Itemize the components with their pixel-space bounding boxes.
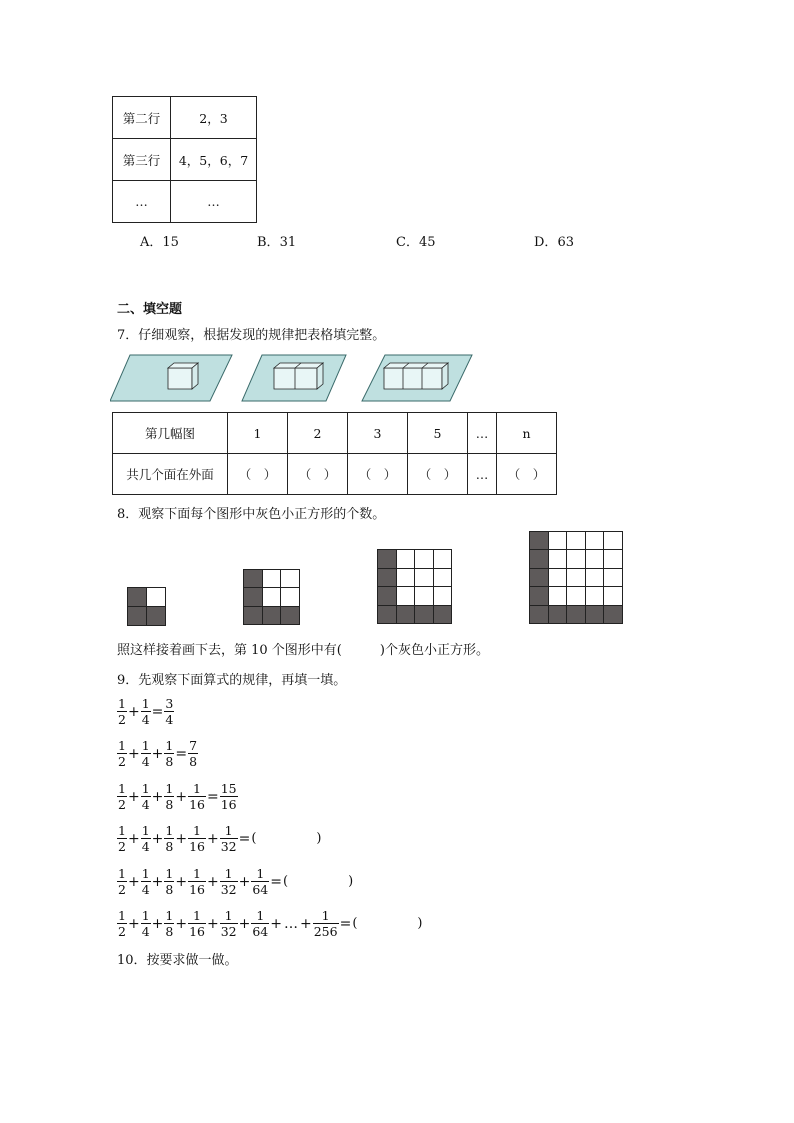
equals-sign: =	[206, 788, 219, 805]
table-header-cell: n	[497, 413, 557, 454]
denominator: 32	[220, 839, 237, 854]
denominator: 8	[165, 839, 174, 854]
numerator: 1	[165, 738, 174, 753]
answer-blank[interactable]: （ ）	[228, 454, 288, 495]
answer-blank[interactable]	[283, 874, 353, 889]
denominator: 4	[141, 882, 150, 897]
table-row-label: 共几个面在外面	[113, 454, 228, 495]
white-square	[262, 587, 282, 607]
plus-sign: +	[151, 830, 164, 847]
row-value: 2，3	[171, 97, 257, 139]
white-square	[433, 586, 453, 606]
gray-square	[529, 605, 549, 625]
plus-sign: +	[127, 703, 140, 720]
numerator: 3	[165, 696, 174, 711]
fraction	[164, 696, 174, 727]
white-square	[146, 587, 166, 607]
plus-sign: +	[270, 915, 282, 932]
fraction	[141, 738, 151, 769]
denominator: 2	[118, 924, 126, 939]
choice-c[interactable]: C．45	[396, 235, 436, 250]
numerator: 1	[141, 908, 150, 923]
white-square	[603, 568, 623, 588]
numerator: 1	[165, 908, 174, 923]
fraction	[251, 908, 269, 939]
plus-sign: +	[127, 745, 140, 762]
numerator: 1	[251, 908, 269, 924]
fraction	[220, 908, 238, 939]
denominator: 4	[141, 754, 150, 769]
denominator: 16	[189, 882, 205, 897]
answer-prefix: 照这样接着画下去，第 10 个图形中有(	[117, 643, 342, 658]
gray-square	[548, 605, 568, 625]
gray-square	[280, 606, 300, 626]
gray-square	[433, 605, 453, 625]
white-square	[603, 586, 623, 606]
plus-sign: +	[238, 915, 251, 932]
table-ellipsis-cell: …	[468, 454, 497, 495]
gray-square	[377, 549, 397, 569]
denominator: 8	[165, 754, 174, 769]
fraction	[188, 738, 198, 769]
denominator: 32	[220, 882, 237, 897]
fraction	[220, 823, 238, 854]
fraction	[164, 908, 174, 939]
numerator: 1	[188, 781, 206, 797]
numerator: 1	[251, 866, 269, 882]
gray-square	[377, 586, 397, 606]
fraction	[164, 866, 174, 897]
question-7-text: 7．仔细观察，根据发现的规律把表格填完整。	[117, 328, 386, 343]
plus-sign: +	[175, 788, 188, 805]
numerator: 15	[220, 781, 237, 796]
numerator: 1	[220, 908, 238, 924]
plus-sign: +	[127, 915, 140, 932]
cube-figures	[110, 352, 490, 404]
fraction	[117, 866, 127, 897]
white-square	[585, 586, 605, 606]
fraction	[117, 781, 127, 812]
white-square	[548, 531, 568, 551]
white-square	[566, 531, 586, 551]
answer-blank[interactable]: （ ）	[348, 454, 408, 495]
section-title: 二、填空题	[117, 302, 183, 317]
gray-square	[414, 605, 434, 625]
row-table	[112, 96, 257, 223]
fraction	[251, 866, 269, 897]
white-square	[433, 568, 453, 588]
open-paren: (	[352, 916, 358, 931]
gray-square	[127, 587, 147, 607]
denominator: 2	[118, 839, 126, 854]
equation-line	[117, 866, 353, 897]
table-header-cell: 3	[348, 413, 408, 454]
plus-sign: +	[206, 915, 219, 932]
row-label: 第二行	[113, 97, 171, 139]
gray-square	[603, 605, 623, 625]
plus-sign: +	[175, 915, 188, 932]
white-square	[280, 569, 300, 589]
row-label: …	[113, 181, 171, 223]
numerator: 1	[141, 696, 150, 711]
white-square	[414, 586, 434, 606]
gray-square	[377, 568, 397, 588]
answer-blank[interactable]: （ ）	[497, 454, 557, 495]
row-label: 第三行	[113, 139, 171, 181]
white-square	[585, 531, 605, 551]
gray-square	[262, 606, 282, 626]
plus-sign: +	[127, 788, 140, 805]
choice-d[interactable]: D．63	[534, 235, 574, 250]
gray-square	[529, 568, 549, 588]
table-header-cell: 第几幅图	[113, 413, 228, 454]
plus-sign: +	[151, 915, 164, 932]
denominator: 4	[141, 839, 150, 854]
fraction	[117, 823, 127, 854]
gray-square	[146, 606, 166, 626]
table-header-cell: 1	[228, 413, 288, 454]
answer-blank[interactable]	[251, 831, 321, 846]
denominator: 4	[141, 712, 150, 727]
denominator: 8	[189, 754, 198, 769]
plus-sign: +	[206, 830, 219, 847]
equals-sign: =	[270, 873, 282, 890]
fraction	[188, 823, 206, 854]
numerator: 1	[141, 823, 150, 838]
numerator: 1	[118, 823, 126, 838]
gray-square	[243, 606, 263, 626]
plus-sign: +	[127, 830, 140, 847]
gray-square	[127, 606, 147, 626]
fraction	[164, 738, 174, 769]
table-header-cell: 2	[288, 413, 348, 454]
gray-square	[377, 605, 397, 625]
answer-suffix: )个灰色小正方形。	[379, 643, 489, 658]
plus-sign: +	[127, 873, 140, 890]
gray-square	[585, 605, 605, 625]
numerator: 7	[189, 738, 198, 753]
white-square	[414, 568, 434, 588]
gray-square	[529, 549, 549, 569]
row-value: 4，5，6，7	[171, 139, 257, 181]
faces-table	[112, 412, 557, 495]
fraction	[141, 866, 151, 897]
plus-sign: +	[175, 830, 188, 847]
white-square	[548, 568, 568, 588]
gray-square	[529, 586, 549, 606]
plus-sign: +	[206, 873, 219, 890]
denominator: 64	[252, 882, 269, 897]
close-paren: )	[348, 874, 354, 889]
close-paren: )	[316, 831, 322, 846]
denominator: 16	[189, 924, 205, 939]
denominator: 8	[165, 797, 174, 812]
fraction	[117, 696, 127, 727]
denominator: 4	[141, 924, 150, 939]
equation-line	[117, 908, 422, 939]
fraction	[141, 696, 151, 727]
equation-line	[117, 823, 322, 854]
gray-square	[529, 531, 549, 551]
fraction	[164, 823, 174, 854]
denominator: 2	[118, 797, 126, 812]
gray-square	[566, 605, 586, 625]
numerator: 1	[118, 866, 126, 881]
numerator: 1	[118, 908, 126, 923]
white-square	[396, 568, 416, 588]
plus-sign: +	[151, 873, 164, 890]
plus-sign: +	[175, 873, 188, 890]
numerator: 1	[118, 781, 126, 796]
white-square	[603, 531, 623, 551]
figure-2-two-cubes	[242, 355, 346, 401]
numerator: 1	[165, 823, 174, 838]
plus-sign: +	[151, 745, 164, 762]
fraction	[188, 908, 206, 939]
gray-square	[396, 605, 416, 625]
denominator: 4	[165, 712, 174, 727]
numerator: 1	[188, 908, 206, 924]
denominator: 2	[118, 712, 126, 727]
denominator: 256	[313, 924, 338, 939]
choice-a[interactable]: A．15	[140, 235, 179, 250]
plus-sign: +	[299, 915, 312, 932]
white-square	[566, 549, 586, 569]
open-paren: (	[251, 831, 257, 846]
table-header-cell: …	[468, 413, 497, 454]
denominator: 2	[118, 754, 126, 769]
equation-line	[117, 781, 238, 812]
fraction	[188, 866, 206, 897]
fraction	[141, 823, 151, 854]
row-value: …	[171, 181, 257, 223]
numerator: 1	[165, 866, 174, 881]
plus-sign: +	[151, 788, 164, 805]
open-paren: (	[282, 874, 289, 889]
answer-blank[interactable]	[352, 916, 422, 931]
numerator: 1	[141, 866, 150, 881]
fraction	[141, 781, 151, 812]
white-square	[396, 586, 416, 606]
white-square	[548, 549, 568, 569]
equals-sign: =	[238, 830, 251, 847]
numerator: 1	[141, 738, 150, 753]
equals-sign: =	[175, 745, 188, 762]
gray-square	[243, 587, 263, 607]
numerator: 1	[188, 823, 206, 839]
question-8-answer-line	[117, 639, 489, 658]
figure-1-one-cube	[110, 355, 232, 401]
denominator: 16	[220, 797, 237, 812]
close-paren: )	[417, 916, 423, 931]
question-8-text: 8．观察下面每个图形中灰色小正方形的个数。	[117, 507, 386, 522]
fraction	[220, 866, 238, 897]
equation-line	[117, 738, 198, 769]
choice-b[interactable]: B．31	[257, 235, 297, 250]
fraction	[117, 738, 127, 769]
answer-blank[interactable]: （ ）	[408, 454, 468, 495]
numerator: 1	[118, 696, 126, 711]
white-square	[566, 586, 586, 606]
white-square	[585, 549, 605, 569]
fraction	[164, 781, 174, 812]
numerator: 1	[220, 866, 238, 882]
fraction	[220, 781, 238, 812]
equals-sign: =	[151, 703, 164, 720]
numerator: 1	[141, 781, 150, 796]
denominator: 64	[252, 924, 269, 939]
white-square	[262, 569, 282, 589]
white-square	[566, 568, 586, 588]
white-square	[396, 549, 416, 569]
equals-sign: =	[339, 915, 352, 932]
question-9-text: 9．先观察下面算式的规律，再填一填。	[117, 673, 347, 688]
table-header-cell: 5	[408, 413, 468, 454]
question-10-text: 10．按要求做一做。	[117, 953, 238, 968]
numerator: 1	[118, 738, 126, 753]
ellipsis: …	[283, 915, 298, 932]
fraction	[313, 908, 339, 939]
answer-blank[interactable]: （ ）	[288, 454, 348, 495]
white-square	[280, 587, 300, 607]
fraction	[188, 781, 206, 812]
plus-sign: +	[238, 873, 251, 890]
denominator: 2	[118, 882, 126, 897]
denominator: 16	[189, 797, 205, 812]
equation-line	[117, 696, 174, 727]
fraction	[117, 908, 127, 939]
fraction	[141, 908, 151, 939]
denominator: 32	[220, 924, 237, 939]
figure-3-three-cubes	[362, 355, 472, 401]
numerator: 1	[313, 908, 339, 924]
white-square	[433, 549, 453, 569]
denominator: 4	[141, 797, 150, 812]
white-square	[548, 586, 568, 606]
denominator: 8	[165, 924, 174, 939]
numerator: 1	[188, 866, 206, 882]
white-square	[414, 549, 434, 569]
numerator: 1	[220, 823, 238, 839]
numerator: 1	[165, 781, 174, 796]
white-square	[603, 549, 623, 569]
white-square	[585, 568, 605, 588]
gray-square	[243, 569, 263, 589]
denominator: 8	[165, 882, 174, 897]
denominator: 16	[189, 839, 205, 854]
